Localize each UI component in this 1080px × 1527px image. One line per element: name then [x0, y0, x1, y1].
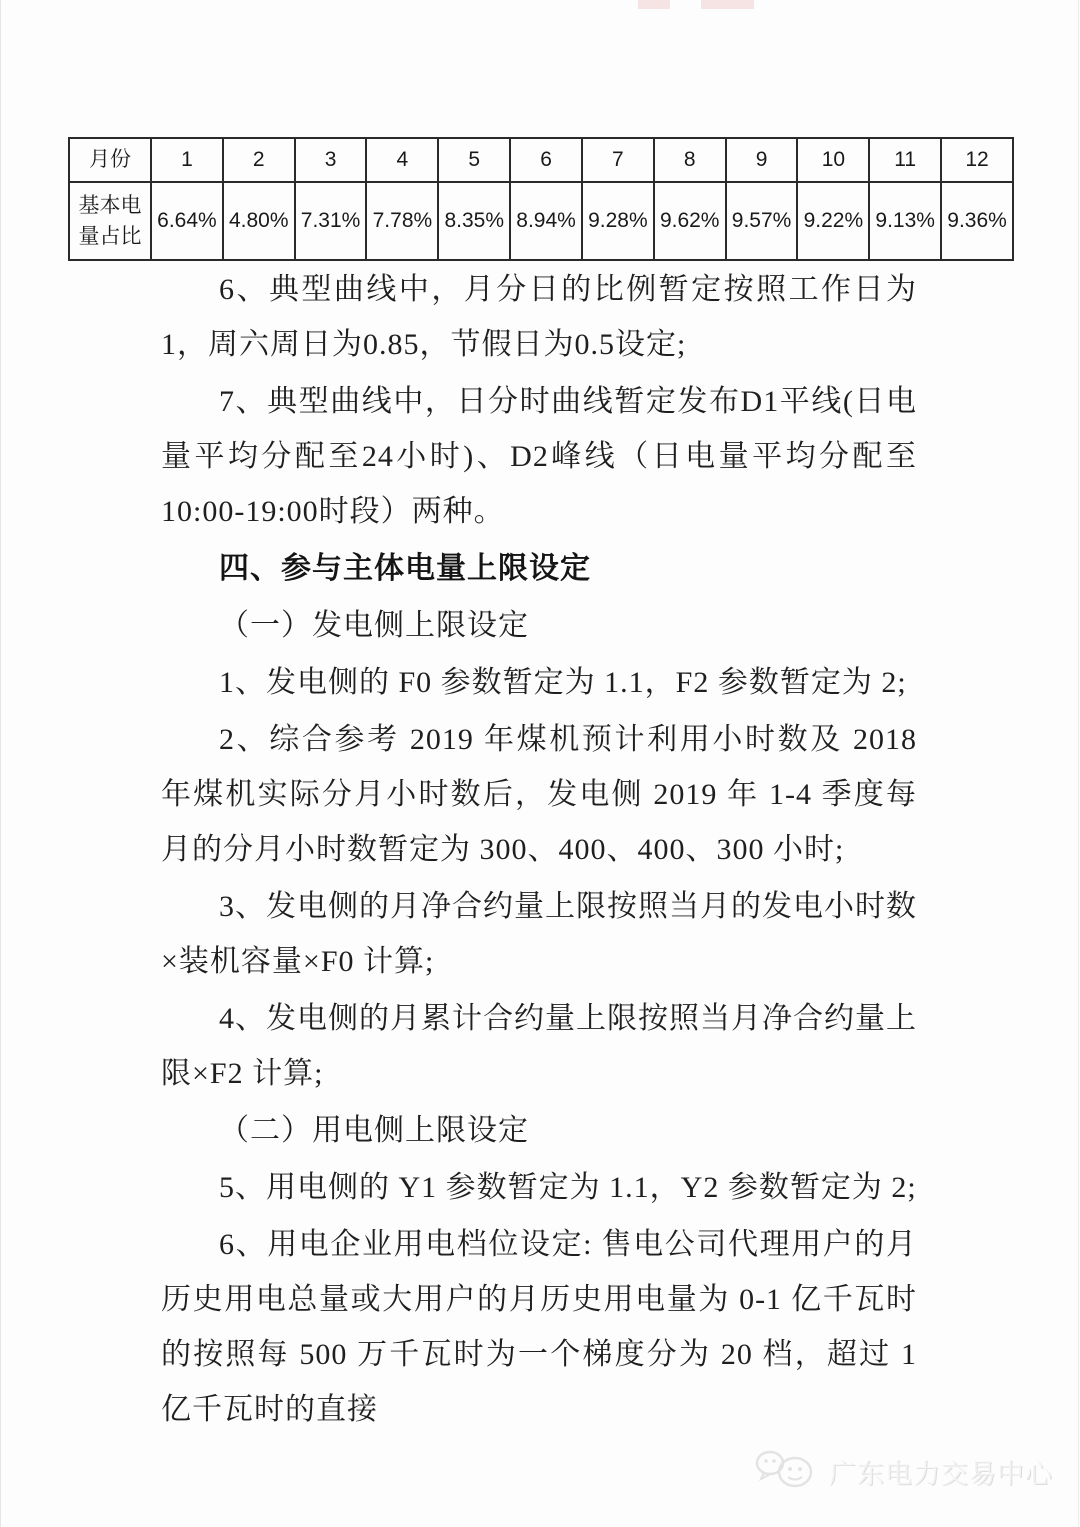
- table-month-cell: 9: [726, 138, 798, 182]
- section-heading-4: 四、参与主体电量上限设定: [219, 552, 591, 585]
- paragraph-load-5: 5、用电侧的 Y1 参数暂定为 1.1，Y2 参数暂定为 2;: [219, 1171, 917, 1204]
- paragraph-gen-4: 4、发电侧的月累计合约量上限按照当月净合约量上限×F2 计算;: [161, 1002, 917, 1090]
- paragraph-load-6: 6、用电企业用电档位设定: 售电公司代理用户的月历史用电总量或大用户的月历史用电量为 0-1 亿千瓦时的按照每 500 万千瓦时为一个梯度分为 20 档，超过 1 亿千瓦时的直接: [161, 1228, 917, 1426]
- table-ratio-cell: 9.57%: [726, 182, 798, 260]
- table-ratio-cell: 9.22%: [797, 182, 869, 260]
- cropped-title-fragment-right: [701, 0, 754, 9]
- table-month-cell: 1: [151, 138, 223, 182]
- table-data-row: [69, 182, 1013, 260]
- wechat-icon: [753, 1444, 819, 1499]
- basic-energy-ratio-table: [68, 137, 1014, 261]
- paragraph-typical-curve-7: 7、典型曲线中，日分时曲线暂定发布D1平线(日电量平均分配至24小时)、D2峰线（日电量平均分配至10:00-19:00时段）两种。: [161, 385, 917, 528]
- subsection-heading-load-side: （二）用电侧上限设定: [219, 1114, 529, 1147]
- table-month-cell: 10: [797, 138, 869, 182]
- table-month-cell: 5: [438, 138, 510, 182]
- table-month-cell: 2: [223, 138, 295, 182]
- table-ratio-cell: 9.36%: [941, 182, 1013, 260]
- table-month-cell: 7: [582, 138, 654, 182]
- table-ratio-cell: 9.13%: [869, 182, 941, 260]
- table-header-row: [69, 138, 1013, 182]
- table-month-cell: 12: [941, 138, 1013, 182]
- table-ratio-cell: 8.35%: [438, 182, 510, 260]
- table-month-cell: 11: [869, 138, 941, 182]
- table-month-cell: 8: [654, 138, 726, 182]
- paragraph-gen-1: 1、发电侧的 F0 参数暂定为 1.1，F2 参数暂定为 2;: [219, 666, 907, 699]
- watermark: [753, 1444, 1053, 1499]
- table-ratio-cell: 7.78%: [366, 182, 438, 260]
- table-ratio-row-label: 基本电量占比: [69, 182, 151, 260]
- table-ratio-cell: 4.80%: [223, 182, 295, 260]
- paragraph-typical-curve-6: 6、典型曲线中，月分日的比例暂定按照工作日为1，周六周日为0.85，节假日为0.5设定;: [161, 273, 917, 361]
- document-body: [161, 262, 917, 1439]
- paragraph-gen-3: 3、发电侧的月净合约量上限按照当月的发电小时数×装机容量×F0 计算;: [161, 890, 917, 978]
- table-month-cell: 6: [510, 138, 582, 182]
- table-ratio-cell: 9.62%: [654, 182, 726, 260]
- table-ratio-cell: 9.28%: [582, 182, 654, 260]
- paragraph-gen-2: 2、综合参考 2019 年煤机预计利用小时数及 2018 年煤机实际分月小时数后，发电侧 2019 年 1-4 季度每月的分月小时数暂定为 300、400、400、300 小时;: [161, 723, 917, 866]
- table-month-cell: 4: [366, 138, 438, 182]
- table-ratio-cell: 7.31%: [295, 182, 367, 260]
- table-month-header-label: 月份: [69, 138, 151, 182]
- subsection-heading-gen-side: （一）发电侧上限设定: [219, 609, 529, 642]
- table-ratio-cell: 6.64%: [151, 182, 223, 260]
- table-month-cell: 3: [295, 138, 367, 182]
- table-ratio-cell: 8.94%: [510, 182, 582, 260]
- watermark-label: 广东电力交易中心: [829, 1459, 1053, 1489]
- cropped-title-fragment-left: [638, 0, 670, 9]
